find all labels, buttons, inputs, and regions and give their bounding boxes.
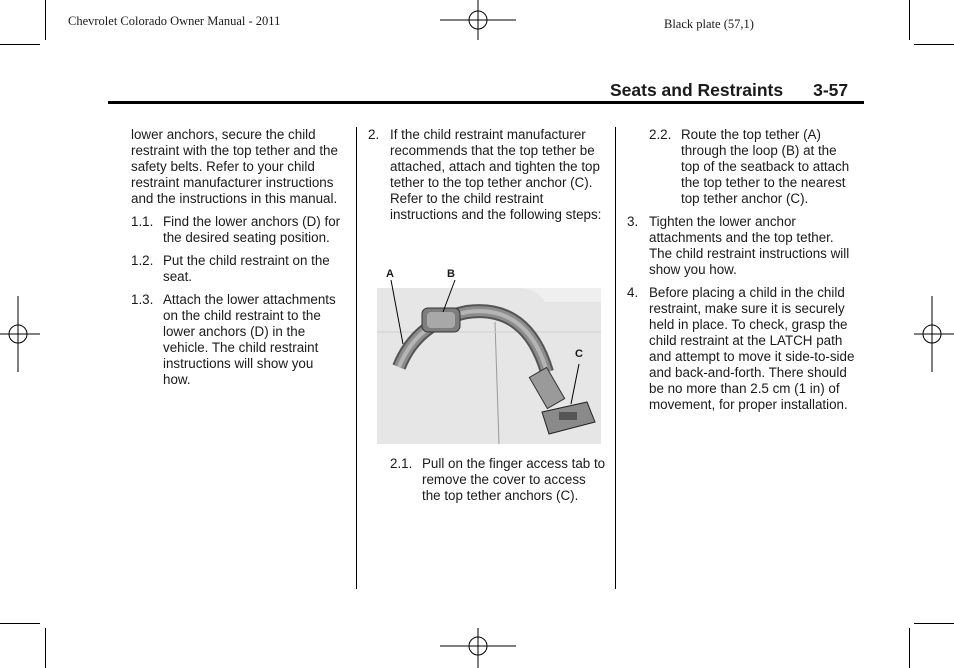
figure-label-a: A	[386, 268, 394, 280]
step-2	[368, 127, 608, 223]
step-1-2	[131, 253, 341, 285]
header-rule	[108, 101, 864, 104]
registration-mark-right	[914, 296, 954, 372]
column-1	[131, 127, 341, 395]
step-number: 1.3.	[131, 292, 154, 307]
step-number: 1.2.	[131, 253, 154, 268]
plate-label: Black plate (57,1)	[664, 17, 754, 31]
step-number: 3.	[627, 214, 639, 229]
step-number: 2.1.	[390, 456, 413, 471]
crop-mark	[909, 0, 910, 40]
step-text: Put the child restraint on the seat.	[163, 253, 330, 284]
column-divider	[615, 127, 616, 589]
step-number: 1.1.	[131, 214, 154, 229]
step-number: 2.	[368, 127, 380, 142]
step-text: If the child restraint manufacturer recommends that the top tether be attached, attach and tighten the top tether to the top tether anchor (C). Refer to the child restraint instructions and the following steps:	[390, 127, 602, 222]
step-4	[627, 285, 857, 413]
step-text: Tighten the lower anchor attachments and the top tether. The child restraint instructions will show you how.	[649, 214, 850, 277]
registration-mark-top	[440, 0, 516, 40]
crop-mark	[914, 44, 954, 45]
crop-mark	[914, 623, 954, 624]
step-2-2	[627, 127, 857, 207]
column-3	[627, 127, 857, 420]
step-text: Route the top tether (A) through the loop (B) at the top of the seatback to attach the top tether to the nearest top tether anchor (C).	[681, 127, 850, 206]
step-3	[627, 214, 857, 278]
crop-mark	[45, 0, 46, 40]
step-text: Pull on the finger access tab to remove the cover to access the top tether anchors (C).	[422, 456, 606, 503]
column-2-bottom	[368, 456, 608, 511]
figure-label-c: C	[575, 348, 583, 360]
step-2-1	[368, 456, 608, 504]
intro-paragraph: lower anchors, secure the child restraint with the top tether and the safety belts. Refer to your child restraint manufacturer instructions and the instructions in this manual.	[131, 127, 338, 206]
crop-mark	[0, 44, 40, 45]
top-tether-illustration	[377, 262, 601, 444]
section-title: Seats and Restraints	[610, 80, 784, 100]
section-heading	[610, 80, 848, 101]
step-number: 4.	[627, 285, 639, 300]
registration-mark-bottom	[440, 628, 516, 668]
crop-mark	[45, 628, 46, 668]
figure-label-b: B	[447, 268, 455, 280]
step-text: Find the lower anchors (D) for the desired seating position.	[163, 214, 341, 245]
column-divider	[356, 127, 357, 589]
tether-drawing	[377, 262, 601, 444]
column-2	[368, 127, 608, 230]
crop-mark	[0, 623, 40, 624]
manual-title: Chevrolet Colorado Owner Manual - 2011	[68, 14, 281, 28]
step-number: 2.2.	[649, 127, 672, 142]
step-text: Attach the lower attachments on the child restraint to the lower anchors (D) in the vehicle. The child restraint instructions will show you how.	[163, 292, 336, 387]
registration-mark-left	[0, 296, 40, 372]
step-text: Before placing a child in the child restraint, make sure it is securely held in place. To check, grasp the child restraint at the LATCH path and attempt to move it side-to-side and back-and-forth. There should be no more than 2.5 cm (1 in) of movement, for proper installation.	[649, 285, 855, 412]
crop-mark	[909, 628, 910, 668]
step-1-3	[131, 292, 341, 388]
step-1-1	[131, 214, 341, 246]
page-number: 3-57	[813, 80, 849, 100]
